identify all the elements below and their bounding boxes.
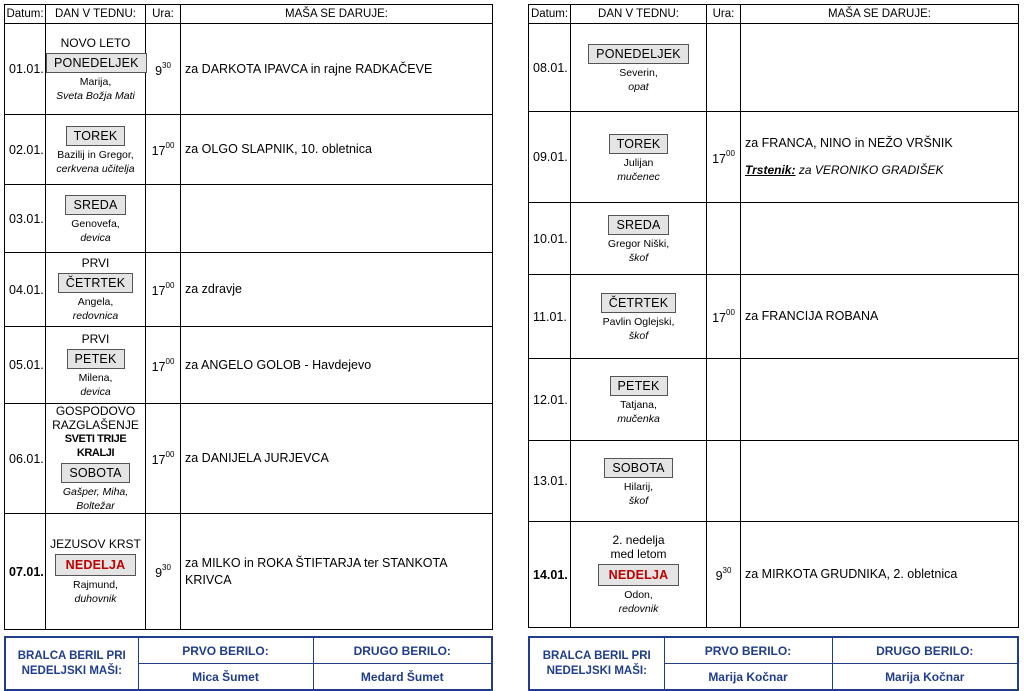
time-minutes: 00 (165, 141, 175, 150)
time-hour: 17 (151, 453, 166, 467)
mass-intention: za DARKOTA IPAVCA in rajne RADKAČEVE (185, 61, 433, 76)
feast-label-bold: SVETI TRIJE KRALJI (64, 433, 127, 459)
date-cell: 10.01. (529, 203, 571, 275)
second-reader-name: Marija Kočnar (832, 664, 1018, 691)
date-cell: 13.01. (529, 441, 571, 522)
schedule-row (529, 359, 1019, 441)
mass-intention: za OLGO SLAPNIK, 10. obletnica (185, 142, 372, 156)
schedule-row (529, 112, 1019, 203)
date-cell: 08.01. (529, 24, 571, 112)
mass-intention-cell (181, 404, 493, 514)
feast-label: med letom (610, 547, 667, 561)
day-cell (571, 441, 707, 522)
time-hour: 17 (151, 284, 166, 298)
saint-title: škof (628, 252, 649, 264)
saint-title: mučenka (617, 413, 660, 425)
header-mass: MAŠA SE DARUJE: (181, 5, 493, 24)
feast-label: NOVO LETO (60, 35, 131, 50)
schedule-row (529, 24, 1019, 112)
mass-intention-cell (741, 359, 1019, 441)
right-schedule (528, 4, 1019, 628)
time-cell (146, 24, 181, 115)
day-cell (571, 275, 707, 359)
saint-title: duhovnik (74, 593, 117, 605)
date-cell: 12.01. (529, 359, 571, 441)
day-cell (46, 327, 146, 404)
second-reader-name: Medard Šumet (313, 664, 492, 691)
saint-title: škof (628, 494, 649, 507)
saint-name: Bazilij in Gregor, (57, 149, 134, 161)
saint-name: Hilarij, (623, 480, 654, 493)
feast-label: PRVI (81, 256, 110, 270)
schedule-row (5, 253, 493, 327)
readers-table (4, 636, 493, 691)
saint-name: Rajmund, (73, 579, 118, 591)
day-cell (46, 253, 146, 327)
date-cell: 03.01. (5, 185, 46, 253)
time-minutes: 00 (165, 356, 175, 366)
date-cell: 11.01. (529, 275, 571, 359)
day-name-badge: NEDELJA (55, 554, 137, 576)
schedule-row (5, 185, 493, 253)
day-cell (46, 404, 146, 514)
day-name-badge: PETEK (67, 349, 125, 369)
date-cell: 02.01. (5, 115, 46, 185)
time-minutes: 00 (165, 450, 175, 459)
schedule-row (5, 514, 493, 630)
schedule-row (529, 275, 1019, 359)
mass-intention-cell (741, 24, 1019, 112)
date-cell: 06.01. (5, 404, 46, 514)
readers-table (528, 636, 1019, 691)
time-cell (146, 185, 181, 253)
time-minutes: 00 (726, 308, 735, 317)
saint-title: opat (628, 81, 649, 93)
day-name-badge: SREDA (608, 215, 668, 235)
day-name-badge: PONEDELJEK (46, 53, 147, 73)
time-cell (146, 253, 181, 327)
date-cell: 07.01. (5, 514, 46, 630)
day-name-badge: NEDELJA (598, 564, 680, 586)
time-cell (707, 275, 741, 359)
readers-lead: BRALCA BERIL PRI NEDELJSKI MAŠI: (5, 637, 138, 690)
second-reading-label: DRUGO BERILO: (832, 637, 1018, 664)
first-reading-label: PRVO BERILO: (138, 637, 313, 664)
mass-intention-cell (181, 253, 493, 327)
day-name-badge: SREDA (65, 195, 125, 215)
saint-title: devica (80, 385, 111, 398)
location-label: Trstenik: (745, 163, 796, 177)
mass-intention-cell (741, 441, 1019, 522)
header-date: Datum: (529, 5, 571, 24)
schedule-table-right (528, 4, 1019, 628)
feast-label: PRVI (81, 331, 110, 346)
mass-intention: za FRANCA, NINO in NEŽO VRŠNIK (745, 136, 953, 150)
time-hour: 17 (151, 359, 166, 374)
mass-intention: za FRANCIJA ROBANA (745, 309, 879, 323)
mass-intention-cell (181, 185, 493, 253)
saint-name: Genovefa, (71, 218, 120, 230)
feast-label: 2. nedelja (612, 533, 665, 547)
mass-intention: za zdravje (185, 282, 242, 296)
left-schedule (4, 4, 493, 630)
header-time: Ura: (146, 5, 181, 24)
saint-name: Tatjana, (620, 399, 657, 411)
day-cell (571, 24, 707, 112)
date-cell: 05.01. (5, 327, 46, 404)
first-reading-label: PRVO BERILO: (664, 637, 832, 664)
saint-name: Marija, (79, 75, 112, 88)
mass-intention: za MIRKOTA GRUDNIKA, 2. obletnica (745, 567, 958, 581)
header-row (5, 5, 493, 24)
mass-intention-cell (181, 327, 493, 404)
time-cell (707, 24, 741, 112)
header-date: Datum: (5, 5, 46, 24)
schedule-row (5, 327, 493, 404)
schedule-row (5, 115, 493, 185)
date-cell: 04.01. (5, 253, 46, 327)
day-cell (46, 115, 146, 185)
saint-title: Sveta Božja Mati (56, 89, 135, 102)
time-minutes: 00 (165, 281, 175, 290)
feast-label: JEZUSOV KRST (50, 537, 141, 551)
header-time: Ura: (707, 5, 741, 24)
first-reader-name: Marija Kočnar (664, 664, 832, 691)
mass-intention-cell (741, 275, 1019, 359)
day-name-badge: ČETRTEK (58, 273, 134, 293)
day-name-badge: ČETRTEK (601, 293, 677, 313)
mass-intention: za ANGELO GOLOB - Havdejevo (185, 357, 372, 372)
second-reading-label: DRUGO BERILO: (313, 637, 492, 664)
day-name-badge: PONEDELJEK (588, 44, 689, 64)
saint-name: Angela, (77, 296, 114, 308)
saint-title: cerkvena učitelja (56, 163, 135, 175)
day-name-badge: PETEK (610, 376, 668, 396)
day-name-badge: TOREK (66, 126, 126, 146)
time-cell (146, 115, 181, 185)
time-hour: 9 (715, 569, 723, 583)
time-cell (707, 441, 741, 522)
schedule-row (5, 24, 493, 115)
header-day: DAN V TEDNU: (571, 5, 707, 24)
mass-intention-cell (181, 514, 493, 630)
day-cell (46, 185, 146, 253)
header-day: DAN V TEDNU: (46, 5, 146, 24)
saint-title: mučenec (617, 170, 660, 183)
day-cell (46, 24, 146, 115)
time-minutes: 30 (722, 566, 732, 575)
date-cell: 09.01. (529, 112, 571, 203)
time-cell (707, 359, 741, 441)
day-name-badge: SOBOTA (61, 463, 129, 483)
secondary-intention (745, 162, 1014, 179)
header-row (529, 5, 1019, 24)
schedule-row (5, 404, 493, 514)
saint-name: Severin, (619, 67, 658, 79)
header-mass: MAŠA SE DARUJE: (741, 5, 1019, 24)
time-cell (707, 203, 741, 275)
saint-title: Gašper, Miha, Boltežar (62, 486, 129, 512)
time-cell (146, 327, 181, 404)
day-cell (571, 112, 707, 203)
saint-name: Julijan (623, 156, 654, 169)
mass-intention-cell (181, 24, 493, 115)
time-hour: 9 (155, 566, 163, 580)
saint-title: škof (628, 330, 649, 342)
saint-title: redovnica (72, 310, 119, 322)
saint-name: Gregor Niški, (607, 238, 670, 250)
time-cell (146, 514, 181, 630)
feast-label: GOSPODOVO (55, 404, 136, 418)
mass-intention-cell (741, 522, 1019, 628)
readers-box-left (4, 636, 493, 691)
secondary-intention-text: za VERONIKO GRADIŠEK (798, 163, 944, 177)
time-cell (146, 404, 181, 514)
day-name-badge: TOREK (609, 134, 669, 154)
time-cell (707, 522, 741, 628)
day-name-badge: SOBOTA (604, 458, 672, 478)
time-minutes: 00 (726, 148, 735, 158)
saint-name: Pavlin Oglejski, (602, 316, 675, 328)
saint-name: Odon, (624, 589, 653, 601)
saint-title: redovnik (618, 603, 659, 615)
day-cell (571, 522, 707, 628)
day-cell (571, 359, 707, 441)
first-reader-name: Mica Šumet (138, 664, 313, 691)
mass-intention: za MILKO in ROKA ŠTIFTARJA ter STANKOTA KRIVCA (185, 555, 447, 587)
time-hour: 17 (712, 151, 726, 166)
mass-intention-cell (741, 112, 1019, 203)
saint-name: Milena, (78, 371, 113, 384)
saint-title: devica (80, 232, 111, 244)
schedule-row (529, 203, 1019, 275)
time-cell (707, 112, 741, 203)
readers-lead: BRALCA BERIL PRI NEDELJSKI MAŠI: (529, 637, 664, 690)
date-cell: 01.01. (5, 24, 46, 115)
mass-intention: za DANIJELA JURJEVCA (185, 451, 329, 465)
feast-label: RAZGLAŠENJE (52, 418, 139, 432)
time-minutes: 30 (162, 563, 171, 572)
mass-intention-cell (181, 115, 493, 185)
date-cell: 14.01. (529, 522, 571, 628)
schedule-table-left (4, 4, 493, 630)
time-minutes: 30 (162, 60, 171, 70)
schedule-row (529, 522, 1019, 628)
day-cell (571, 203, 707, 275)
schedule-row (529, 441, 1019, 522)
time-hour: 17 (712, 311, 726, 325)
time-hour: 17 (151, 144, 166, 158)
day-cell (46, 514, 146, 630)
time-hour: 9 (155, 63, 163, 78)
mass-intention-cell (741, 203, 1019, 275)
readers-box-right (528, 636, 1019, 691)
